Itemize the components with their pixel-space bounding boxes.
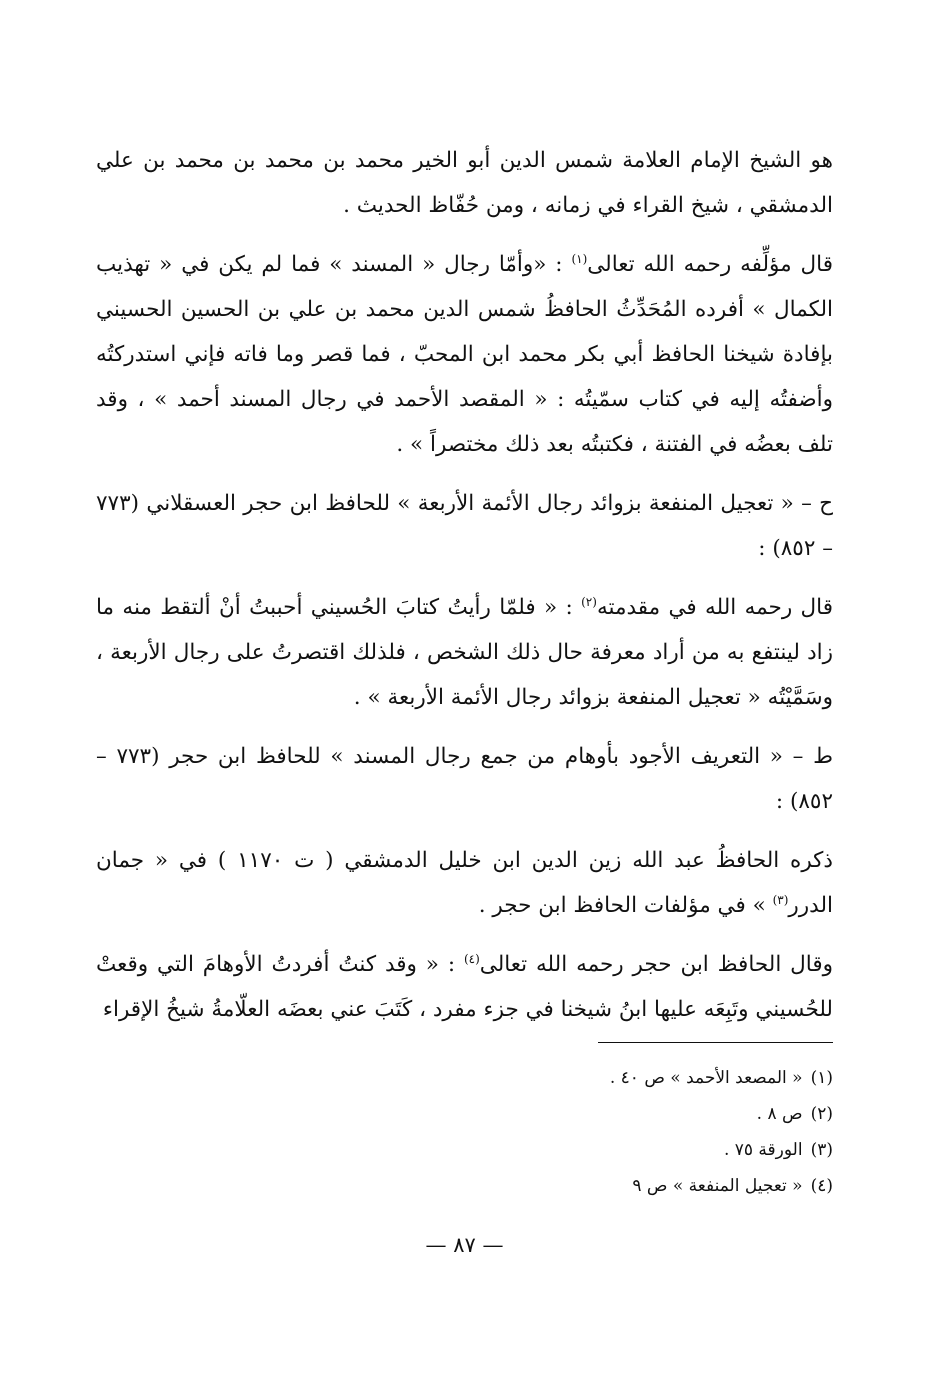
footnote-1 [96,1060,833,1096]
paragraph-4-rest: : « فلمّا رأيتُ كتابَ الحُسيني أحببتُ أنْ ألتقط منه ما زاد لينتفع به من أراد معرفة حال ذلك الشخص ، فلذلك اقتصرتُ على رجال الأربعة ، وسَمَّيْتُه « تعجيل المنفعة بزوائد رجال الأئمة الأربعة » . [96,595,833,710]
footnote-4-number: (٤) [810,1176,833,1196]
paragraph-4 [96,585,833,720]
footnote-1-text: « المصعد الأحمد » ص ٤٠ . [609,1068,803,1088]
footnote-4 [96,1168,833,1204]
paragraph-1: هو الشيخ الإمام العلامة شمس الدين أبو الخير محمد بن محمد بن محمد بن علي الدمشقي ، شيخ القراء في زمانه ، ومن حُفّاظ الحديث . [96,148,833,218]
paragraph-7-start: وقال الحافظ ابن حجر رحمه الله تعالى [479,952,833,977]
footnote-ref-2: (٢) [581,594,597,609]
main-text [96,138,833,1046]
footnote-2 [96,1096,833,1132]
paragraph-2 [96,242,833,467]
footnote-3-number: (٣) [810,1140,833,1160]
paragraph-2-rest: : «وأمّا رجال « المسند » فما لم يكن في « تهذيب الكمال » أفرده المُحَدِّثُ الحافظُ شمس الدين محمد بن علي بن الحسين الحسيني بإفادة شيخنا الحافظ أبي بكر محمد ابن المحبّ ، فما قصر وما فاته فإني استدركتُه وأضفتُه إليه في كتاب سمّيتُه : « المقصد الأحمد في رجال المسند أحمد » ، وقد تلف بعضُه في الفتنة ، فكتبتُه بعد ذلك مختصراً » . [96,252,833,457]
footnotes [96,1060,833,1204]
paragraph-2-start: قال مؤلِّفه رحمه الله تعالى [587,252,833,277]
paragraph-7-rest: : « وقد كنتُ أفردتُ الأوهامَ التي وقعتْ للحُسيني وتَبِعَه عليها ابنُ شيخنا في جزء مفرد ، كَتَبَ عني بعضَه العلّامةُ شيخُ الإقراء [96,952,833,1022]
footnote-2-text: ص ٨ . [756,1104,803,1124]
footnote-ref-4: (٤) [463,951,480,966]
footnote-ref-1: (١) [571,251,588,266]
footnote-1-number: (١) [810,1068,833,1088]
footnote-4-text: « تعجيل المنفعة » ص ٩ [632,1176,803,1196]
footnote-ref-3: (٣) [772,892,789,907]
footnote-2-number: (٢) [810,1104,833,1124]
section-heading-ha: ح – « تعجيل المنفعة بزوائد رجال الأئمة الأربعة » للحافظ ابن حجر العسقلاني (٧٧٣ – ٨٥٢) : [96,491,833,561]
page-number: — ٨٧ — [425,1233,504,1257]
footnote-divider [598,1042,833,1043]
footnote-3 [96,1132,833,1168]
paragraph-6-rest: » في مؤلفات الحافظ ابن حجر . [478,893,773,918]
paragraph-6-start: ذكره الحافظُ عبد الله زين الدين ابن خليل الدمشقي ( ت ١١٧٠ ) في « جمان الدرر [96,848,833,918]
paragraph-4-start: قال رحمه الله في مقدمته [596,595,833,620]
paragraph-7 [96,942,833,1032]
footnote-3-text: الورقة ٧٥ . [723,1140,803,1160]
paragraph-6 [96,838,833,928]
section-heading-ta: ط – « التعريف الأجود بأوهام من جمع رجال المسند » للحافظ ابن حجر (٧٧٣ – ٨٥٢) : [96,744,833,814]
